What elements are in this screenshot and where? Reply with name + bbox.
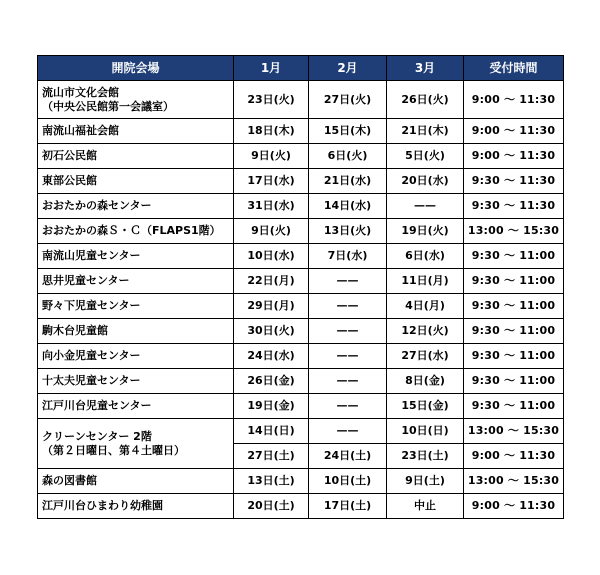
jan-cell: 10日(水) (234, 244, 309, 269)
jan-cell: 23日(火) (234, 81, 309, 119)
venue-line2: （第２日曜日、第４土曜日） (42, 443, 185, 457)
mar-cell: 中止 (387, 494, 464, 519)
time-cell: 9:00 ～ 11:30 (464, 444, 564, 469)
header-venue: 開院会場 (38, 56, 234, 81)
jan-cell: 26日(金) (234, 369, 309, 394)
venue-cell: 江戸川台ひまわり幼稚園 (38, 494, 234, 519)
mar-cell: 9日(土) (387, 469, 464, 494)
table-row (38, 119, 564, 144)
venue-cell: 野々下児童センター (38, 294, 234, 319)
jan-cell: 9日(火) (234, 144, 309, 169)
feb-cell: —— (309, 419, 387, 444)
venue-cell: おおたかの森Ｓ・Ｃ（FLAPS1階） (38, 219, 234, 244)
table-row (38, 344, 564, 369)
jan-cell: 30日(火) (234, 319, 309, 344)
time-cell: 13:00 ～ 15:30 (464, 469, 564, 494)
header-feb: 2月 (309, 56, 387, 81)
venue-cell: 初石公民館 (38, 144, 234, 169)
table-row (38, 194, 564, 219)
mar-cell: 27日(水) (387, 344, 464, 369)
mar-cell: 19日(火) (387, 219, 464, 244)
mar-cell: 12日(火) (387, 319, 464, 344)
feb-cell: 21日(水) (309, 169, 387, 194)
venue-cell: 向小金児童センター (38, 344, 234, 369)
time-cell: 13:00 ～ 15:30 (464, 419, 564, 444)
venue-cell: 江戸川台児童センター (38, 394, 234, 419)
feb-cell: —— (309, 369, 387, 394)
header-hours: 受付時間 (464, 56, 564, 81)
jan-cell: 31日(水) (234, 194, 309, 219)
table-row (38, 219, 564, 244)
schedule-container (37, 55, 564, 519)
mar-cell: 20日(水) (387, 169, 464, 194)
header-jan: 1月 (234, 56, 309, 81)
table-row (38, 469, 564, 494)
feb-cell: —— (309, 344, 387, 369)
table-row (38, 269, 564, 294)
feb-cell: 24日(土) (309, 444, 387, 469)
time-cell: 9:30 ～ 11:30 (464, 169, 564, 194)
table-row (38, 169, 564, 194)
venue-cell (38, 81, 234, 119)
mar-cell: 23日(土) (387, 444, 464, 469)
time-cell: 9:30 ～ 11:30 (464, 194, 564, 219)
table-row (38, 294, 564, 319)
jan-cell: 18日(木) (234, 119, 309, 144)
schedule-table (37, 55, 564, 519)
table-row (38, 369, 564, 394)
mar-cell: 26日(火) (387, 81, 464, 119)
venue-line2: （中央公民館第一会議室） (42, 99, 174, 113)
venue-cell: 駒木台児童館 (38, 319, 234, 344)
feb-cell: —— (309, 319, 387, 344)
header-row (38, 56, 564, 81)
mar-cell: 10日(日) (387, 419, 464, 444)
feb-cell: —— (309, 294, 387, 319)
jan-cell: 9日(火) (234, 219, 309, 244)
venue-line1: クリーンセンター 2階 (42, 429, 152, 443)
table-row (38, 394, 564, 419)
venue-cell: 十太夫児童センター (38, 369, 234, 394)
jan-cell: 19日(金) (234, 394, 309, 419)
mar-cell: 4日(月) (387, 294, 464, 319)
feb-cell: 6日(火) (309, 144, 387, 169)
venue-cell: 南流山福祉会館 (38, 119, 234, 144)
mar-cell: 21日(木) (387, 119, 464, 144)
time-cell: 9:30 ～ 11:00 (464, 369, 564, 394)
jan-cell: 14日(日) (234, 419, 309, 444)
jan-cell: 13日(土) (234, 469, 309, 494)
feb-cell: 7日(水) (309, 244, 387, 269)
feb-cell: 14日(水) (309, 194, 387, 219)
venue-line1: 流山市文化会館 (42, 85, 119, 99)
mar-cell: 11日(月) (387, 269, 464, 294)
time-cell: 9:30 ～ 11:00 (464, 344, 564, 369)
table-row (38, 81, 564, 119)
feb-cell: 17日(土) (309, 494, 387, 519)
mar-cell: 8日(金) (387, 369, 464, 394)
mar-cell: 5日(火) (387, 144, 464, 169)
mar-cell: 15日(金) (387, 394, 464, 419)
time-cell: 13:00 ～ 15:30 (464, 219, 564, 244)
time-cell: 9:00 ～ 11:30 (464, 494, 564, 519)
time-cell: 9:30 ～ 11:00 (464, 394, 564, 419)
jan-cell: 27日(土) (234, 444, 309, 469)
time-cell: 9:30 ～ 11:00 (464, 269, 564, 294)
venue-cell: おおたかの森センター (38, 194, 234, 219)
feb-cell: 10日(土) (309, 469, 387, 494)
feb-cell: 27日(火) (309, 81, 387, 119)
table-row (38, 144, 564, 169)
feb-cell: 15日(木) (309, 119, 387, 144)
venue-cell-clean-center (38, 419, 234, 469)
mar-cell: —— (387, 194, 464, 219)
venue-cell: 森の図書館 (38, 469, 234, 494)
header-mar: 3月 (387, 56, 464, 81)
venue-cell: 思井児童センター (38, 269, 234, 294)
venue-cell: 東部公民館 (38, 169, 234, 194)
jan-cell: 29日(月) (234, 294, 309, 319)
jan-cell: 17日(水) (234, 169, 309, 194)
feb-cell: —— (309, 269, 387, 294)
jan-cell: 22日(月) (234, 269, 309, 294)
time-cell: 9:00 ～ 11:30 (464, 81, 564, 119)
feb-cell: —— (309, 394, 387, 419)
table-row (38, 419, 564, 444)
jan-cell: 20日(土) (234, 494, 309, 519)
time-cell: 9:30 ～ 11:00 (464, 319, 564, 344)
table-row (38, 319, 564, 344)
feb-cell: 13日(火) (309, 219, 387, 244)
time-cell: 9:00 ～ 11:30 (464, 119, 564, 144)
time-cell: 9:30 ～ 11:00 (464, 244, 564, 269)
table-row (38, 244, 564, 269)
time-cell: 9:00 ～ 11:30 (464, 144, 564, 169)
mar-cell: 6日(水) (387, 244, 464, 269)
table-row (38, 494, 564, 519)
jan-cell: 24日(水) (234, 344, 309, 369)
venue-cell: 南流山児童センター (38, 244, 234, 269)
time-cell: 9:30 ～ 11:00 (464, 294, 564, 319)
